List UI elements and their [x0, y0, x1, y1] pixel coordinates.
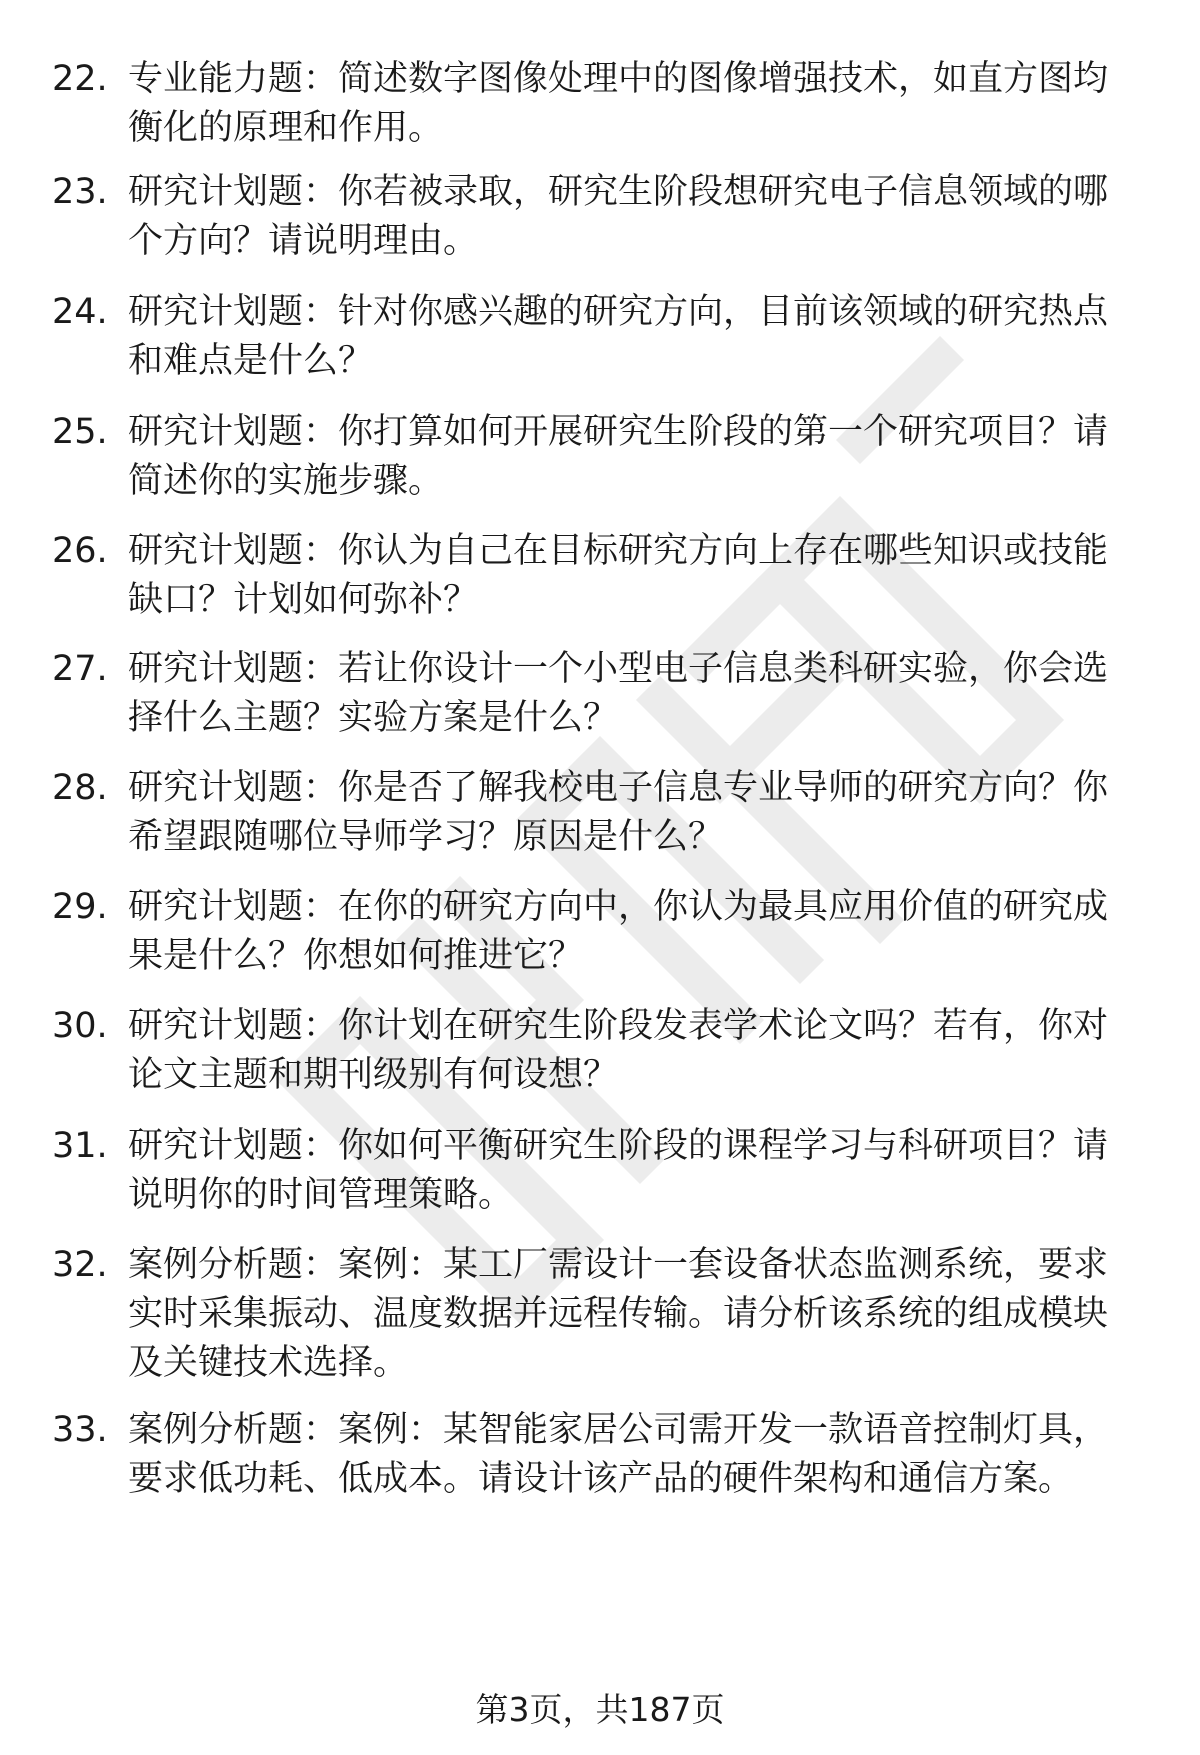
question-text: 研究计划题：你认为自己在目标研究方向上存在哪些知识或技能 缺口？计划如何弥补？ [128, 531, 1109, 620]
question-number: 26. [52, 531, 108, 571]
question-number: 24. [52, 292, 108, 332]
question-text: 案例分析题：案例：某工厂需设计一套设备状态监测系统，要求 实时采集振动、温度数据并远程传输。请分析该系统的组成模块 及关键技术选择。 [128, 1245, 1109, 1383]
question-text: 研究计划题：你是否了解我校电子信息专业导师的研究方向？你 希望跟随哪位导师学习？原因是什么？ [128, 768, 1109, 857]
question-text: 研究计划题：针对你感兴趣的研究方向，目前该领域的研究热点 和难点是什么？ [128, 292, 1109, 381]
question-number: 31. [52, 1126, 108, 1166]
question-number: 32. [52, 1245, 108, 1285]
question-number: 22. [52, 59, 108, 99]
question-number: 23. [52, 172, 108, 212]
question-text: 研究计划题：你如何平衡研究生阶段的课程学习与科研项目？请 说明你的时间管理策略。 [128, 1126, 1109, 1215]
question-number: 30. [52, 1006, 108, 1046]
question-number: 33. [52, 1410, 108, 1450]
question-text: 研究计划题：你打算如何开展研究生阶段的第一个研究项目？请 简述你的实施步骤。 [128, 412, 1109, 501]
question-number: 29. [52, 887, 108, 927]
question-number: 28. [52, 768, 108, 808]
question-text: 研究计划题：你若被录取，研究生阶段想研究电子信息领域的哪 个方向？请说明理由。 [128, 172, 1109, 261]
question-text: 研究计划题：在你的研究方向中，你认为最具应用价值的研究成 果是什么？你想如何推进它？ [128, 887, 1109, 976]
question-text: 研究计划题：你计划在研究生阶段发表学术论文吗？若有，你对 论文主题和期刊级别有何设想？ [128, 1006, 1109, 1095]
question-text: 案例分析题：案例：某智能家居公司需开发一款语音控制灯具， 要求低功耗、低成本。请设计该产品的硬件架构和通信方案。 [128, 1410, 1109, 1499]
question-text: 研究计划题：若让你设计一个小型电子信息类科研实验，你会选 择什么主题？实验方案是什么？ [128, 649, 1109, 738]
question-number: 27. [52, 649, 108, 689]
page-number-footer: 第3页，共187页 [475, 1690, 725, 1729]
question-text: 专业能力题：简述数字图像处理中的图像增强技术，如直方图均 衡化的原理和作用。 [128, 59, 1109, 148]
question-number: 25. [52, 412, 108, 452]
